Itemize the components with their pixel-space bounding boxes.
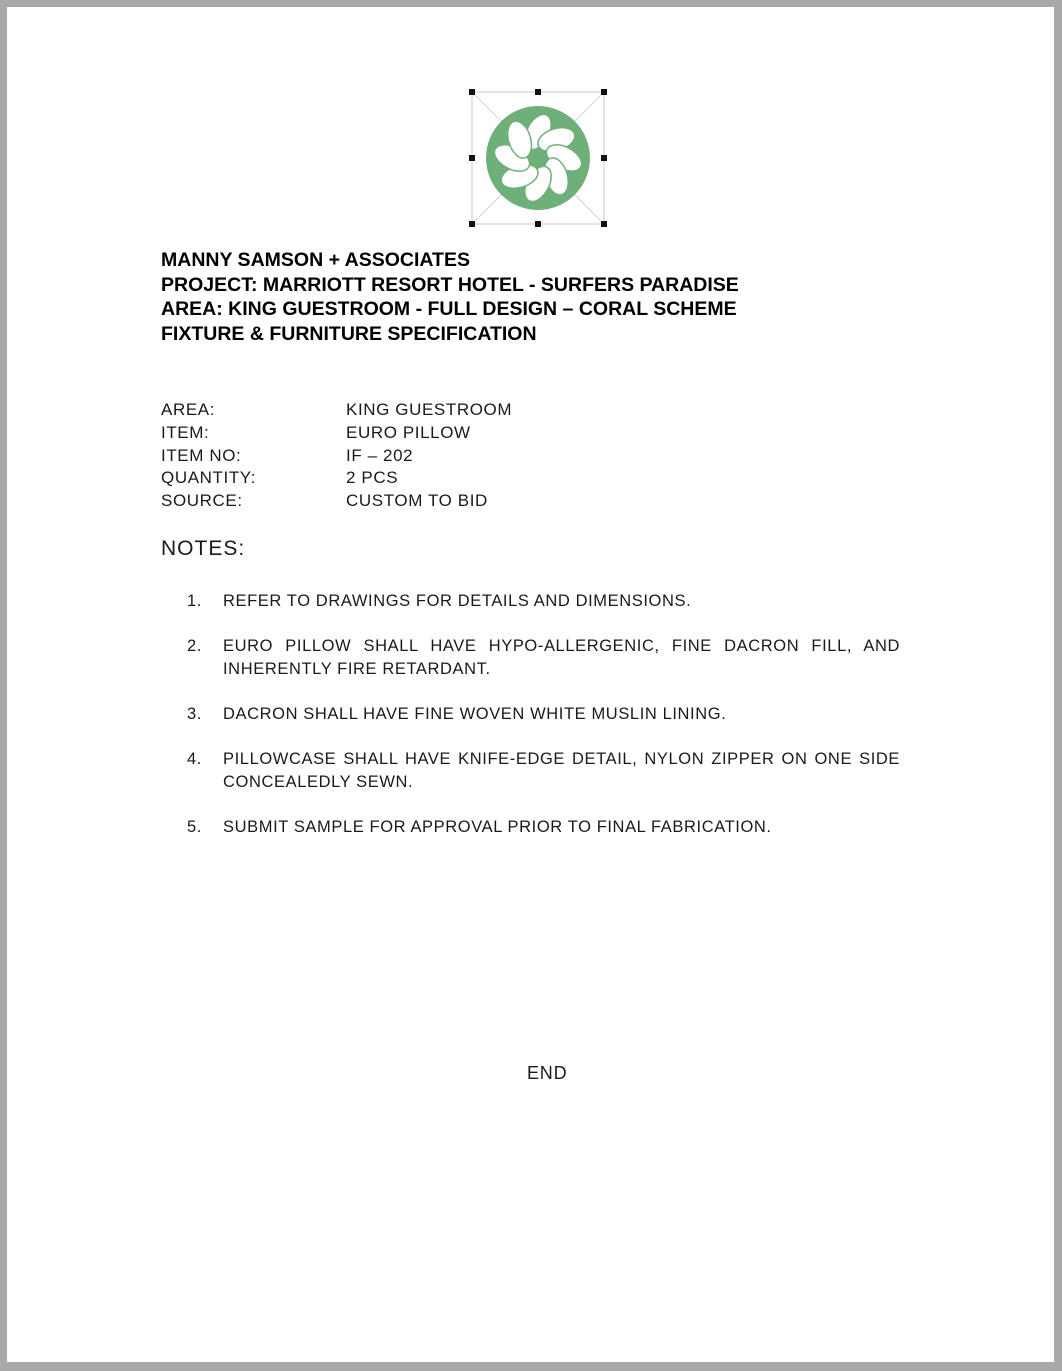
spec-label: ITEM: [161, 422, 210, 442]
spec-row-quantity [161, 467, 512, 490]
note-text: EURO PILLOW SHALL HAVE HYPO-ALLERGENIC, FINE DACRON FILL, AND INHERENTLY FIRE RETARDANT. [223, 637, 900, 678]
area-name: AREA: KING GUESTROOM - FULL DESIGN – CORAL SCHEME [161, 298, 737, 320]
document-page [7, 7, 1054, 1362]
end-marker: END [527, 1063, 568, 1083]
spec-label: ITEM NO: [161, 445, 242, 465]
list-item [187, 590, 900, 613]
note-text: DACRON SHALL HAVE FINE WOVEN WHITE MUSLIN LINING. [223, 705, 727, 723]
spec-row-item [161, 422, 512, 445]
spec-row-area [161, 399, 512, 422]
note-text: PILLOWCASE SHALL HAVE KNIFE-EDGE DETAIL, NYLON ZIPPER ON ONE SIDE CONCEALEDLY SEWN. [223, 750, 900, 791]
rosette-logo-icon[interactable] [466, 86, 610, 230]
note-number: 3. [187, 705, 202, 723]
note-number: 1. [187, 592, 202, 610]
spec-row-item-no [161, 445, 512, 468]
spec-value: IF – 202 [346, 445, 414, 465]
spec-value: EURO PILLOW [346, 422, 471, 442]
notes-heading: NOTES: [161, 537, 246, 560]
list-item [187, 748, 900, 794]
project-name: PROJECT: MARRIOTT RESORT HOTEL - SURFERS PARADISE [161, 273, 739, 296]
note-number: 5. [187, 818, 202, 836]
firm-name: MANNY SAMSON + ASSOCIATES [161, 249, 470, 271]
document-title: FIXTURE & FURNITURE SPECIFICATION [161, 322, 537, 345]
list-item [187, 816, 900, 839]
spec-label: SOURCE: [161, 491, 243, 511]
note-number: 4. [187, 750, 202, 768]
note-number: 2. [187, 637, 202, 655]
spec-label: QUANTITY: [161, 468, 257, 488]
spec-table [161, 399, 512, 513]
notes-list [187, 590, 900, 861]
document-heading [161, 248, 739, 346]
spec-value: KING GUESTROOM [346, 400, 513, 419]
spec-value: CUSTOM TO BID [346, 491, 488, 511]
note-text: REFER TO DRAWINGS FOR DETAILS AND DIMENSIONS. [223, 592, 692, 610]
list-item [187, 703, 900, 726]
list-item [187, 635, 900, 681]
note-text: SUBMIT SAMPLE FOR APPROVAL PRIOR TO FINAL FABRICATION. [223, 818, 772, 836]
spec-row-source [161, 490, 512, 513]
spec-value: 2 PCS [346, 468, 399, 488]
spec-label: AREA: [161, 400, 216, 419]
